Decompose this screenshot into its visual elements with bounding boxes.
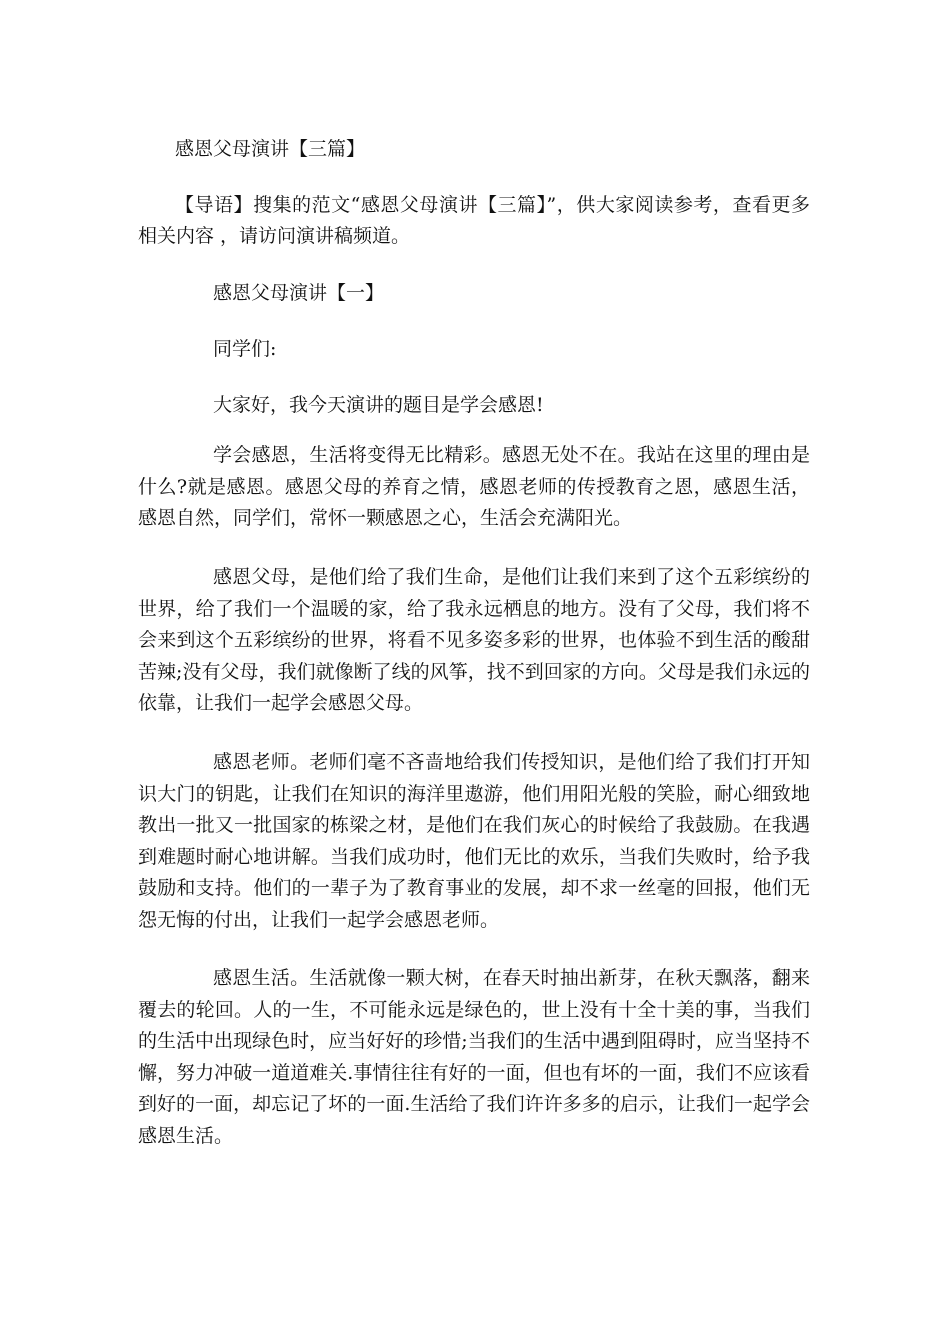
intro-paragraph: 【导语】搜集的范文“感恩父母演讲【三篇】”，供大家阅读参考，查看更多相关内容 ，请访问演讲稿频道。: [138, 194, 810, 247]
greeting: 大家好，我今天演讲的题目是学会感恩!: [213, 394, 544, 416]
section-title: 感恩父母演讲【一】: [213, 282, 385, 304]
document-title: 感恩父母演讲【三篇】: [175, 138, 366, 160]
body-paragraph: 感恩父母，是他们给了我们生命，是他们让我们来到了这个五彩缤纷的世界，给了我们一个温暖的家，给了我永远栖息的地方。没有了父母，我们将不会来到这个五彩缤纷的世界，将看不见多姿多彩的世界，也体验不到生活的酸甜苦辣;没有父母，我们就像断了线的风筝，找不到回家的方向。父母是我们永远的依靠，让我们一起学会感恩父母。: [138, 566, 810, 714]
salutation: 同学们:: [213, 338, 277, 360]
body-paragraph: 学会感恩，生活将变得无比精彩。感恩无处不在。我站在这里的理由是什么?就是感恩。感恩父母的养育之情，感恩老师的传授教育之恩，感恩生活，感恩自然，同学们，常怀一颗感恩之心，生活会充满阳光。: [138, 444, 810, 529]
body-paragraph: 感恩老师。老师们毫不吝啬地给我们传授知识，是他们给了我们打开知识大门的钥匙，让我们在知识的海洋里遨游，他们用阳光般的笑脸，耐心细致地教出一批又一批国家的栋梁之材，是他们在我们灰心的时候给了我鼓励。在我遇到难题时耐心地讲解。当我们成功时，他们无比的欢乐，当我们失败时，给予我鼓励和支持。他们的一辈子为了教育事业的发展，却不求一丝毫的回报，他们无怨无悔的付出，让我们一起学会感恩老师。: [138, 751, 810, 931]
body-paragraph: 感恩生活。生活就像一颗大树，在春天时抽出新芽，在秋天飘落，翻来覆去的轮回。人的一生，不可能永远是绿色的，世上没有十全十美的事，当我们的生活中出现绿色时，应当好好的珍惜;当我们的生活中遇到阻碍时，应当坚持不懈，努力冲破一道道难关.事情往往有好的一面，但也有坏的一面，我们不应该看到好的一面，却忘记了坏的一面.生活给了我们许许多多的启示，让我们一起学会感恩生活。: [138, 967, 810, 1147]
